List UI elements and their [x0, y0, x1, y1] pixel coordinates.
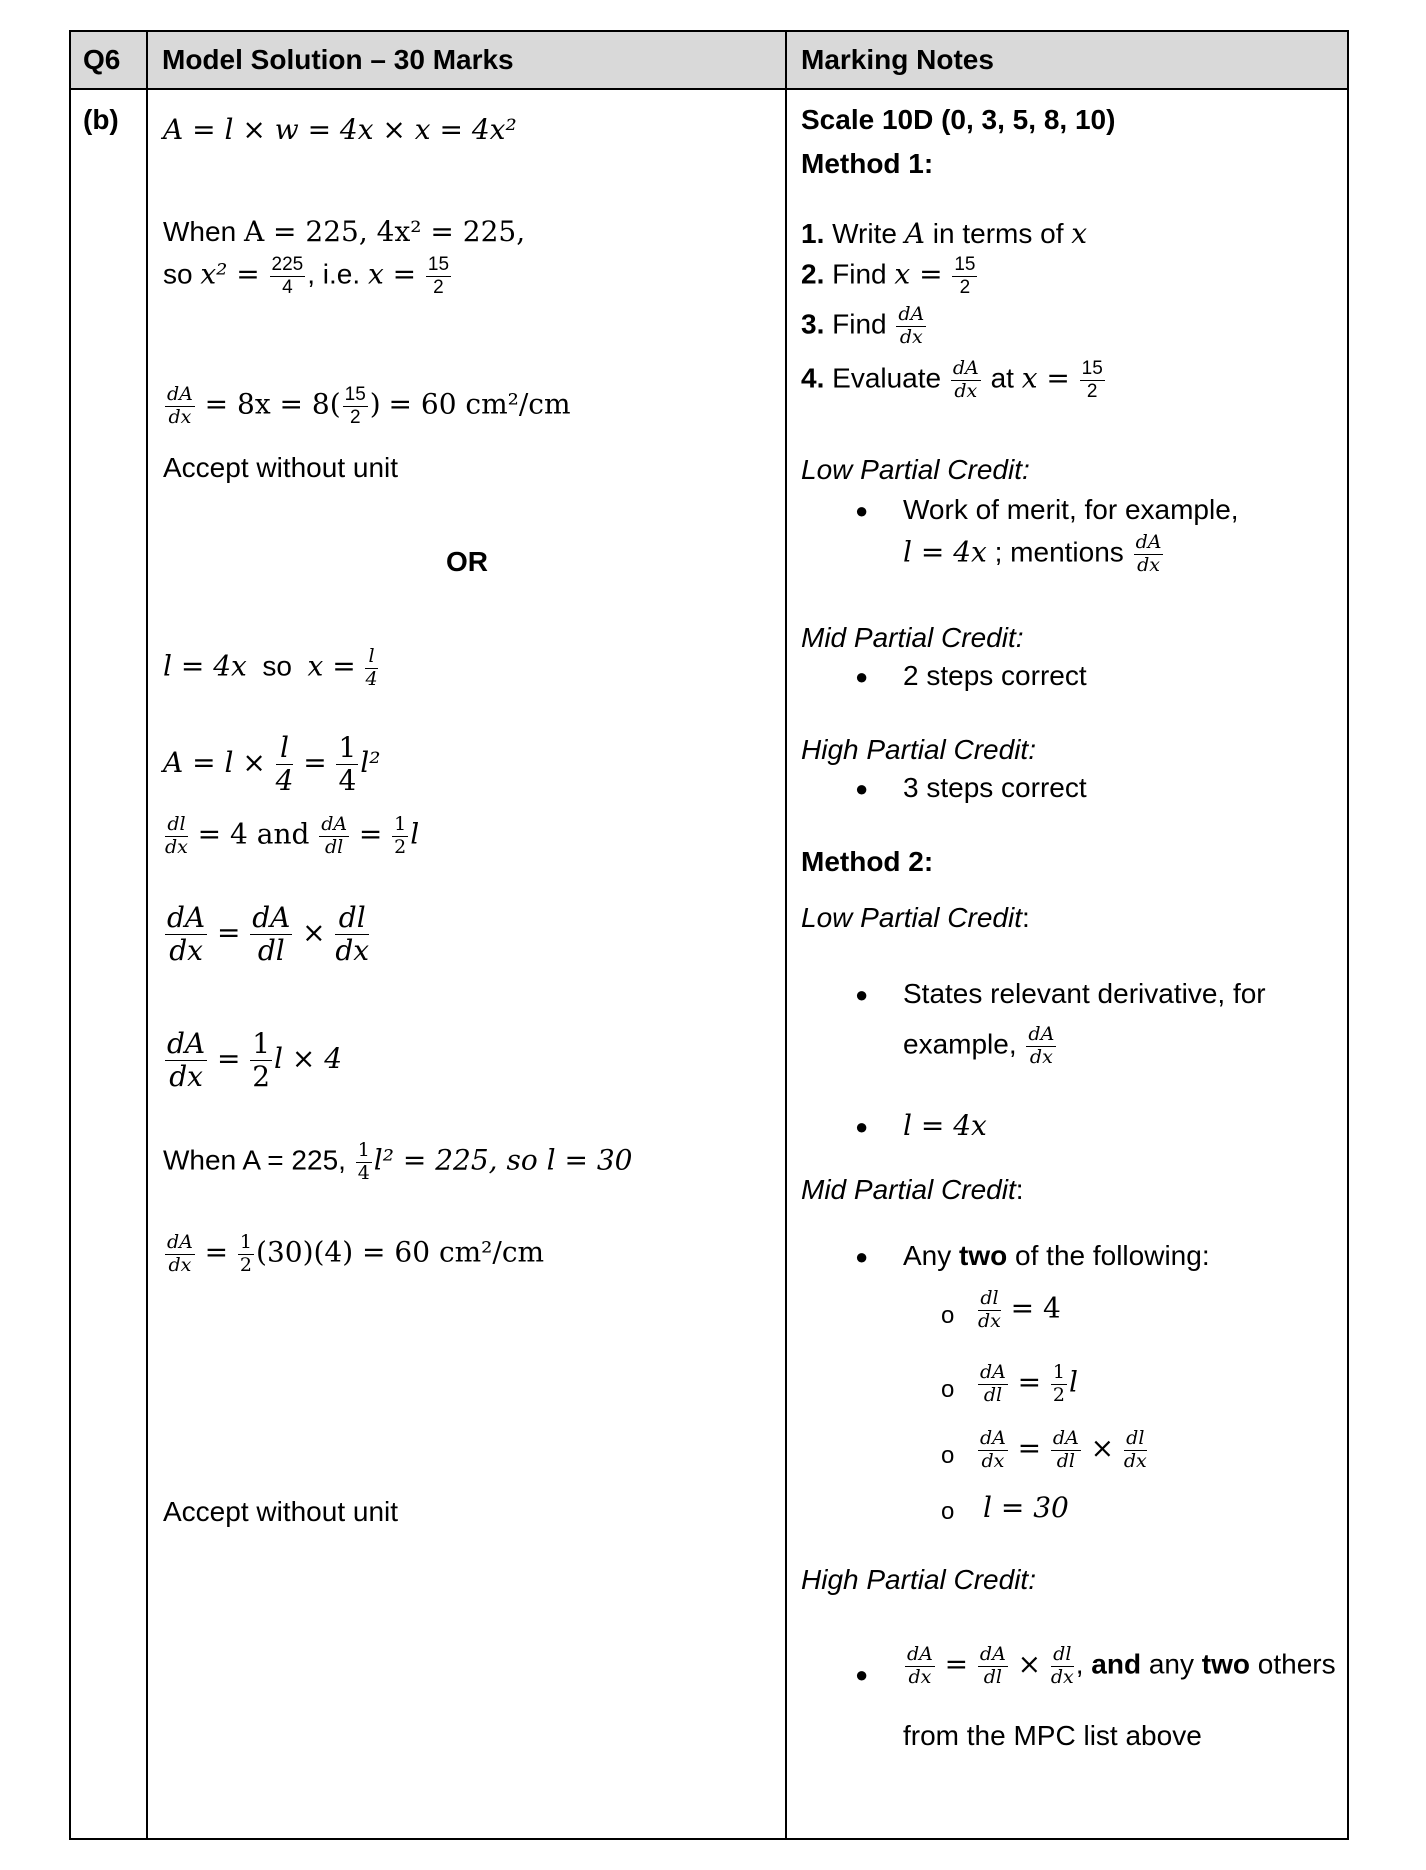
bullet-icon: ● [855, 1244, 869, 1269]
lpc-work-of-merit: Work of merit, for example, [903, 494, 1239, 525]
lpc-example: l = 4x ; mentions $\frac{dA}{dx}$ [903, 531, 1162, 576]
mpc-two-steps: 2 steps correct [903, 660, 1087, 691]
bullet-icon: ● [855, 498, 869, 523]
m2-mpc-any-two: Any two of the following: [903, 1240, 1210, 1271]
bullet-icon: ● [855, 776, 869, 801]
question-number: Q6 [83, 44, 121, 75]
fraction: $\frac{dl}{dx}$ [335, 901, 370, 968]
step-2: 2. Find x = $\frac{15}{2}$ [801, 254, 976, 298]
chain-rule-substitution: $\frac{dA}{dx}$ = $\frac{1}{2}$ l × 4 [167, 1027, 343, 1094]
m2-lpc-example: example, $\frac{dA}{dx}$ [903, 1023, 1055, 1068]
fraction: $\frac{1}{2}$ [1052, 1361, 1066, 1406]
fraction: $\frac{15}{2}$ [954, 254, 976, 298]
area-in-terms-of-l: A = l × $\frac{l}{4}$ = $\frac{1}{4}$ l² [163, 731, 381, 798]
when-a-225-line: When A = 225, 4x² = 225, [163, 215, 526, 248]
fraction: $\frac{dA}{dl}$ [1052, 1427, 1079, 1472]
fraction: $\frac{1}{2}$ [239, 1231, 253, 1276]
fraction: $\frac{1}{4}$ [338, 731, 357, 798]
bullet-icon: ● [855, 982, 869, 1007]
marking-scheme-table [69, 30, 1349, 1840]
fraction: $\frac{225}{4}$ [271, 254, 304, 298]
m2-lpc-relevant-derivative: States relevant derivative, for [903, 978, 1266, 1009]
m2-hpc-chain-rule-and-two: $\frac{dA}{dx}$ = $\frac{dA}{dl}$ × $\frac{dl}{dx}$ , and any two others [907, 1643, 1336, 1688]
m2-high-partial-credit-heading: High Partial Credit: [801, 1564, 1036, 1595]
fraction: $\frac{dA}{dx}$ [167, 1027, 206, 1094]
part-label: (b) [83, 104, 119, 135]
fraction: $\frac{dA}{dx}$ [907, 1643, 933, 1688]
high-partial-credit-heading: High Partial Credit: [801, 734, 1036, 765]
fraction: $\frac{dA}{dx}$ [898, 303, 925, 348]
fraction: $\frac{dl}{dx}$ [1123, 1427, 1147, 1472]
fraction: $\frac{dA}{dl}$ [252, 901, 291, 968]
fraction: $\frac{dA}{dl}$ [980, 1361, 1006, 1406]
fraction: $\frac{1}{4}$ [357, 1139, 370, 1184]
or-separator: OR [446, 546, 488, 577]
bullet-icon: ● [855, 1662, 869, 1687]
circle-bullet-icon: o [941, 1302, 955, 1329]
fraction: $\frac{1}{2}$ [394, 813, 407, 858]
fraction: $\frac{15}{2}$ [427, 254, 450, 298]
model-solution-heading: Model Solution – 30 Marks [162, 44, 514, 75]
fraction: $\frac{1}{2}$ [252, 1027, 271, 1094]
fraction: $\frac{dl}{dx}$ [978, 1287, 1001, 1332]
fraction: $\frac{dA}{dx}$ [980, 1427, 1006, 1472]
method-2-heading: Method 2: [801, 846, 934, 877]
mid-partial-credit-heading: Mid Partial Credit: [801, 622, 1024, 653]
marking-notes-heading: Marking Notes [801, 44, 994, 75]
circle-bullet-icon: o [941, 1376, 955, 1403]
fraction: $\frac{dA}{dx}$ [952, 357, 979, 402]
m2-mid-partial-credit-heading: Mid Partial Credit: [801, 1174, 1024, 1205]
fraction: $\frac{15}{2}$ [1081, 358, 1103, 402]
m2-low-partial-credit-heading: Low Partial Credit: [801, 902, 1030, 933]
fraction: $\frac{dA}{dl}$ [979, 1643, 1006, 1688]
when-a-225-l-equals-30: When A = 225, $\frac{1}{4}$ l² = 225, so l = 30 [163, 1139, 633, 1184]
solve-x-line: so x² = $\frac{225}{4}$ , i.e. x = $\frac{15}{2}$ [163, 254, 450, 298]
step-1: 1. Write A in terms of x [801, 217, 1088, 250]
column-divider [146, 32, 148, 1838]
fraction: $\frac{dl}{dx}$ [165, 813, 188, 858]
area-expression: A = l × w = 4x × x = 4x² [163, 113, 517, 146]
derivatives-line: $\frac{dl}{dx}$ = 4 and $\frac{dA}{dl}$ = $\frac{1}{2}$ l [165, 813, 420, 858]
mpc-option-chain-rule: $\frac{dA}{dx}$ = $\frac{dA}{dl}$ × $\frac{dl}{dx}$ [980, 1427, 1147, 1472]
l-equals-4x-line: l = 4x so x = $\frac{l}{4}$ [163, 645, 378, 690]
accept-without-unit-note: Accept without unit [163, 1496, 399, 1527]
step-4: 4. Evaluate $\frac{dA}{dx}$ at x = $\frac{15}{2}$ [801, 357, 1103, 402]
circle-bullet-icon: o [941, 1498, 955, 1525]
bullet-icon: ● [855, 664, 869, 689]
fraction: $\frac{dl}{dx}$ [1050, 1643, 1074, 1688]
chain-rule-line: $\frac{dA}{dx}$ = $\frac{dA}{dl}$ × $\frac{dl}{dx}$ [167, 901, 370, 968]
fraction: $\frac{l}{4}$ [275, 731, 294, 798]
fraction: $\frac{dA}{dx}$ [1028, 1023, 1055, 1068]
fraction: $\frac{l}{4}$ [365, 645, 378, 690]
scale-heading: Scale 10D (0, 3, 5, 8, 10) [801, 104, 1116, 135]
accept-without-unit-note: Accept without unit [163, 452, 399, 483]
hpc-three-steps: 3 steps correct [903, 772, 1087, 803]
circle-bullet-icon: o [941, 1442, 955, 1469]
mpc-option-da-dl: $\frac{dA}{dl}$ = $\frac{1}{2}$ l [980, 1361, 1078, 1406]
fraction: $\frac{dA}{dx}$ [1135, 531, 1162, 576]
derivative-evaluation: $\frac{dA}{dx}$ = 8x = 8( $\frac{15}{2}$ ) = 60 cm²/cm [167, 383, 571, 428]
bullet-icon: ● [855, 1114, 869, 1139]
step-3: 3. Find $\frac{dA}{dx}$ [801, 303, 925, 348]
fraction: $\frac{dA}{dl}$ [321, 813, 348, 858]
low-partial-credit-heading: Low Partial Credit: [801, 454, 1030, 485]
m2-lpc-l-equals-4x: l = 4x [903, 1109, 987, 1142]
final-evaluation-line: $\frac{dA}{dx}$ = $\frac{1}{2}$ (30)(4) = 60 cm²/cm [167, 1231, 545, 1276]
fraction: $\frac{dA}{dx}$ [167, 383, 193, 428]
fraction: $\frac{15}{2}$ [344, 384, 366, 428]
method-1-heading: Method 1: [801, 148, 934, 179]
fraction: $\frac{dA}{dx}$ [167, 901, 206, 968]
fraction: $\frac{dA}{dx}$ [167, 1231, 193, 1276]
mpc-option-l-equals-30: l = 30 [983, 1491, 1069, 1524]
mpc-option-dl-dx: $\frac{dl}{dx}$ = 4 [978, 1287, 1061, 1332]
m2-hpc-from-mpc-list: from the MPC list above [903, 1720, 1202, 1751]
column-divider [785, 32, 787, 1838]
